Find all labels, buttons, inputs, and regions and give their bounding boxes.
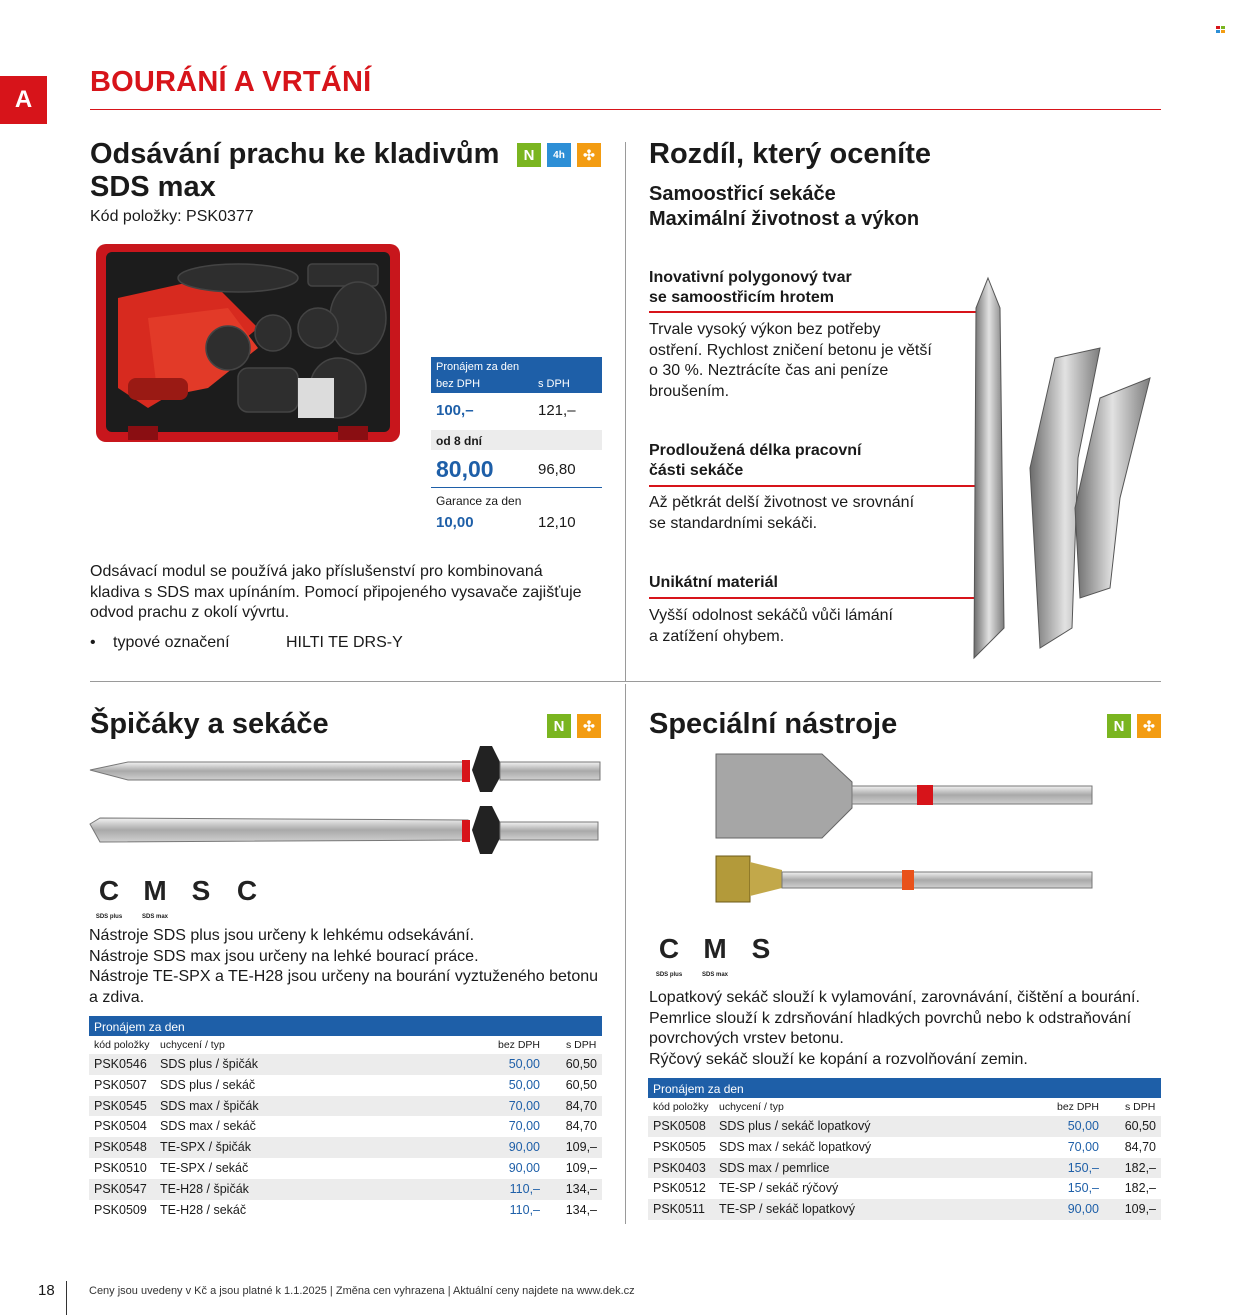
cell-code: PSK0505	[653, 1139, 706, 1154]
cell-type: TE-SP / sekáč rýčový	[719, 1181, 839, 1196]
feature2-text: Až pětkrát delší životnost ve srovnání se standardními sekáči.	[649, 494, 915, 532]
table-row	[89, 1116, 602, 1137]
cell-price-gross: 109,–	[565, 1140, 597, 1155]
cell-price-net: 70,00	[508, 1098, 540, 1113]
table-columns: kód položky uchycení / typ bez DPH s DPH	[653, 1101, 1156, 1113]
special-price-table	[648, 1078, 1161, 1220]
cell-price-net: 50,00	[508, 1077, 540, 1092]
cell-price-gross: 134,–	[565, 1181, 597, 1196]
portable-icon: ✣	[577, 143, 601, 167]
feature1-title: Inovativní polygonový tvar se samoostřicím hrotem	[649, 269, 852, 306]
cell-price-gross: 134,–	[565, 1202, 597, 1217]
cell-type: SDS plus / sekáč	[160, 1077, 256, 1092]
dust-code: Kód položky: PSK0377	[90, 208, 254, 225]
special-description: Lopatkový sekáč slouží k vylamování, zarovnávání, čištění a bourání. Pemrlice slouží k zdrsňování hladkých povrchů nebo k odstraňování povrchových vrstev betonu. Rýčový sekáč slouží ke kopání a rozvolňování zemin.	[649, 989, 1140, 1068]
chisels-shank-icons	[90, 872, 266, 920]
table-header: Pronájem za den	[89, 1016, 602, 1036]
price-header: Pronájem za den bez DPH s DPH	[431, 357, 602, 393]
sds-max-icon: M SDS max	[701, 933, 728, 978]
table-row	[89, 1096, 602, 1117]
cell-type: TE-SPX / špičák	[160, 1140, 251, 1155]
sds-max-icon: M SDS max	[141, 875, 168, 920]
table-row	[648, 1178, 1161, 1199]
cell-type: SDS max / pemrlice	[719, 1160, 830, 1175]
cell-price-net: 70,00	[508, 1119, 540, 1134]
hex-shank-icon: C	[236, 875, 258, 906]
price-from8-label: od 8 dní	[431, 430, 602, 450]
cell-price-net: 90,00	[508, 1140, 540, 1155]
cell-code: PSK0510	[94, 1160, 147, 1175]
cell-type: TE-SP / sekáč lopatkový	[719, 1202, 855, 1217]
cell-price-gross: 60,50	[565, 1077, 597, 1092]
cell-code: PSK0545	[94, 1098, 147, 1113]
sds-plus-icon: C SDS plus	[655, 933, 683, 978]
cell-price-gross: 84,70	[565, 1098, 597, 1113]
table-header: Pronájem za den	[648, 1078, 1161, 1098]
table-row	[648, 1199, 1161, 1220]
dust-price-box	[431, 357, 602, 538]
price-guarantee-row: 10,00 12,10	[436, 514, 576, 531]
feature2-title: Prodloužená délka pracovní části sekáče	[649, 442, 862, 479]
cell-price-net: 150,–	[1067, 1181, 1099, 1196]
4h-rental-icon: 4h	[547, 143, 571, 167]
cell-price-net: 50,00	[1067, 1119, 1099, 1133]
table-row	[89, 1200, 602, 1221]
cell-price-net: 70,00	[1067, 1139, 1099, 1154]
cell-price-gross: 109,–	[565, 1160, 597, 1175]
dust-title: Odsávání prachu ke kladivům SDS max	[90, 138, 500, 203]
dust-extractor-case-image	[88, 238, 408, 450]
special-shank-icons	[650, 930, 780, 978]
table-row	[648, 1137, 1161, 1158]
cell-code: PSK0547	[94, 1181, 147, 1196]
section-tab: A	[0, 76, 47, 124]
new-badge-icon: N	[1107, 714, 1131, 738]
column-divider-bottom	[625, 684, 626, 1224]
cell-type: SDS max / sekáč	[160, 1119, 256, 1134]
footer-note: Ceny jsou uvedeny v Kč a jsou platné k 1.1.2025 | Změna cen vyhrazena | Aktuální ceny najdete na www.dek.cz	[89, 1285, 635, 1297]
diff-title: Rozdíl, který oceníte	[649, 138, 932, 170]
cell-price-net: 90,00	[508, 1160, 540, 1175]
title-divider	[90, 109, 1161, 110]
cell-code: PSK0508	[653, 1119, 706, 1133]
self-sharpening-chisels-image	[960, 268, 1160, 668]
sds-plus-icon: C SDS plus	[95, 875, 123, 920]
table-row	[89, 1179, 602, 1200]
dust-description: Odsávací modul se používá jako příslušenství pro kombinovaná kladiva s SDS max upínáním. Pomocí připojeného vysavače zajišťuje odvod prachu z okolí vývrtu.	[90, 563, 582, 621]
page-number: 18	[38, 1282, 55, 1299]
chisels-description: Nástroje SDS plus jsou určeny k lehkému odsekávání. Nástroje SDS max jsou určeny na lehké bourací práce. Nástroje TE-SPX a TE-H28 jsou určeny na bourání vyztuženého betonu a zdiva.	[89, 927, 599, 1006]
column-divider-top	[625, 142, 626, 682]
new-badge-icon: N	[517, 143, 541, 167]
cell-price-gross: 109,–	[1124, 1202, 1156, 1217]
feature1-line	[649, 311, 987, 313]
cell-type: SDS max / špičák	[160, 1098, 259, 1113]
chisels-price-table	[89, 1016, 602, 1220]
corner-mark-icon	[1216, 26, 1226, 34]
cell-type: TE-SPX / sekáč	[160, 1160, 249, 1175]
te-s-icon: S	[191, 875, 211, 906]
special-tools-image	[712, 752, 1097, 912]
feature3-line	[649, 597, 987, 599]
cell-code: PSK0507	[94, 1077, 147, 1092]
cell-code: PSK0546	[94, 1057, 147, 1071]
cell-code: PSK0512	[653, 1181, 706, 1196]
te-s-icon: S	[751, 933, 771, 964]
table-columns: kód položky uchycení / typ bez DPH s DPH	[94, 1039, 597, 1051]
cell-price-gross: 182,–	[1124, 1181, 1156, 1196]
cell-price-net: 50,00	[508, 1057, 540, 1071]
table-row	[89, 1158, 602, 1179]
cell-price-gross: 60,50	[565, 1057, 597, 1071]
cell-price-gross: 84,70	[1124, 1139, 1156, 1154]
price-guarantee-label: Garance za den	[436, 494, 522, 508]
section-title: BOURÁNÍ A VRTÁNÍ	[90, 66, 372, 98]
cell-price-gross: 182,–	[1124, 1160, 1156, 1175]
special-title: Speciální nástroje	[649, 708, 898, 740]
feature1-text: Trvale vysoký výkon bez potřeby ostření. Rychlost zničení betonu je větší o 30 %. Neztrácíte čas ani peníze broušením.	[649, 321, 932, 400]
row-divider	[90, 681, 1161, 682]
cell-price-net: 110,–	[509, 1181, 540, 1196]
cell-price-net: 90,00	[1067, 1202, 1099, 1217]
feature3-text: Vyšší odolnost sekáčů vůči lámání a zatížení ohybem.	[649, 607, 893, 645]
feature2-line	[649, 485, 987, 487]
cell-code: PSK0511	[653, 1202, 705, 1217]
cell-price-net: 110,–	[509, 1202, 540, 1217]
price-day-row: 100,– 121,–	[436, 402, 576, 419]
chisels-title: Špičáky a sekáče	[90, 708, 329, 740]
cell-type: SDS plus / sekáč lopatkový	[719, 1119, 871, 1133]
portable-icon: ✣	[577, 714, 601, 738]
portable-icon: ✣	[1137, 714, 1161, 738]
table-row	[648, 1116, 1161, 1137]
cell-code: PSK0509	[94, 1202, 147, 1217]
table-row	[89, 1137, 602, 1158]
table-row	[89, 1075, 602, 1096]
table-row	[648, 1158, 1161, 1179]
cell-type: SDS plus / špičák	[160, 1057, 258, 1071]
cell-code: PSK0548	[94, 1140, 147, 1155]
cell-price-net: 150,–	[1067, 1160, 1099, 1175]
cell-code: PSK0403	[653, 1160, 706, 1175]
diff-subtitle: Samoostřicí sekáče Maximální životnost a výkon	[649, 183, 920, 230]
cell-type: SDS max / sekáč lopatkový	[719, 1139, 872, 1154]
table-row	[89, 1054, 602, 1075]
cell-type: TE-H28 / špičák	[160, 1181, 249, 1196]
cell-code: PSK0504	[94, 1119, 147, 1134]
cell-price-gross: 60,50	[1124, 1119, 1156, 1133]
chisels-products-image	[88, 740, 603, 870]
cell-type: TE-H28 / sekáč	[160, 1202, 247, 1217]
feature3-title: Unikátní materiál	[649, 574, 778, 591]
price-from8-row: 80,00 96,80	[431, 450, 602, 488]
footer-divider	[66, 1281, 67, 1315]
cell-price-gross: 84,70	[565, 1119, 597, 1134]
new-badge-icon: N	[547, 714, 571, 738]
